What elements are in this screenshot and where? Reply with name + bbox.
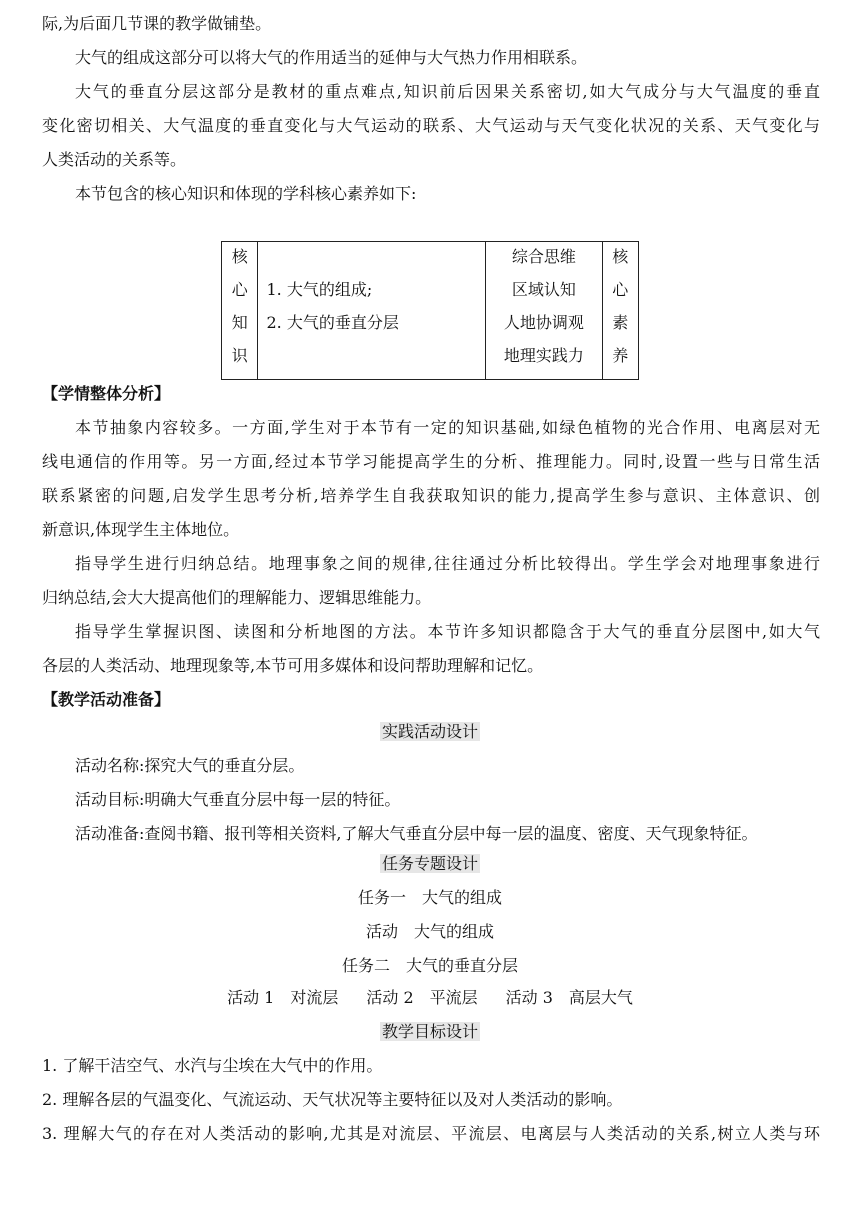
activity-troposphere: 活动 1 对流层 — [227, 988, 339, 1007]
analysis-a-line1: 本节抽象内容较多。一方面,学生对于本节有一定的知识基础,如绿色植物的光合作用、电离层对无 — [75, 418, 820, 437]
paragraph-composition: 大气的组成这部分可以将大气的作用适当的延伸与大气热力作用相联系。 — [75, 48, 588, 67]
activity-upper-atmosphere: 活动 3 高层大气 — [505, 988, 633, 1007]
core-knowledge-label: 核 心 知 识 — [222, 242, 258, 380]
analysis-c-line2: 各层的人类活动、地理现象等,本节可用多媒体和设问帮助理解和记忆。 — [42, 656, 544, 675]
task-two-activities — [0, 987, 860, 1009]
analysis-b-line1: 指导学生进行归纳总结。地理事象之间的规律,往往通过分析比较得出。学生学会对地理事象进行 — [75, 554, 820, 573]
core-literacy-content: 综合思维 区域认知 人地协调观 地理实践力 — [486, 242, 602, 380]
analysis-a-line2: 线电通信的作用等。另一方面,经过本节学习能提高学生的分析、推理能力。同时,设置一些与日常生活 — [42, 452, 820, 471]
heading-activity-prep: 【教学活动准备】 — [42, 690, 171, 709]
heading-student-analysis: 【学情整体分析】 — [42, 384, 171, 403]
paragraph-continuation: 际,为后面几节课的教学做铺垫。 — [42, 14, 272, 33]
practice-design-title: 实践活动设计 — [381, 722, 478, 741]
analysis-b-line2: 归纳总结,会大大提高他们的理解能力、逻辑思维能力。 — [42, 588, 432, 607]
activity-name: 活动名称:探究大气的垂直分层。 — [75, 756, 305, 775]
activity-stratosphere: 活动 2 平流层 — [366, 988, 478, 1007]
goal-item-3: 3. 理解大气的存在对人类活动的影响,尤其是对流层、平流层、电离层与人类活动的关系,树立人类与环 — [42, 1124, 820, 1143]
task-two: 任务二 大气的垂直分层 — [341, 956, 518, 975]
core-knowledge-content: 1. 大气的组成; 2. 大气的垂直分层 — [258, 242, 486, 380]
core-knowledge-table — [221, 241, 639, 380]
teaching-goal-title: 教学目标设计 — [381, 1022, 478, 1041]
analysis-c-line1: 指导学生掌握识图、读图和分析地图的方法。本节许多知识都隐含于大气的垂直分层图中,如大气 — [75, 622, 820, 641]
activity-prep: 活动准备:查阅书籍、报刊等相关资料,了解大气垂直分层中每一层的温度、密度、天气现象特征。 — [75, 824, 758, 843]
analysis-a-line3: 联系紧密的问题,启发学生思考分析,培养学生自我获取知识的能力,提高学生参与意识、主体意识、创 — [42, 486, 820, 505]
paragraph-table-intro: 本节包含的核心知识和体现的学科核心素养如下: — [75, 184, 417, 203]
task-one-activity: 活动 大气的组成 — [365, 922, 494, 941]
goal-item-2: 2. 理解各层的气温变化、气流运动、天气状况等主要特征以及对人类活动的影响。 — [42, 1090, 623, 1109]
task-design-title: 任务专题设计 — [381, 854, 478, 873]
paragraph-layers-line3: 人类活动的关系等。 — [42, 150, 187, 169]
analysis-a-line4: 新意识,体现学生主体地位。 — [42, 520, 240, 539]
paragraph-layers-line1: 大气的垂直分层这部分是教材的重点难点,知识前后因果关系密切,如大气成分与大气温度的垂直 — [75, 82, 820, 101]
activity-goal: 活动目标:明确大气垂直分层中每一层的特征。 — [75, 790, 401, 809]
paragraph-layers-line2: 变化密切相关、大气温度的垂直变化与大气运动的联系、大气运动与天气变化状况的关系、天气变化与 — [42, 116, 820, 135]
core-literacy-label: 核 心 素 养 — [602, 242, 639, 380]
task-one: 任务一 大气的组成 — [357, 888, 502, 907]
goal-item-1: 1. 了解干洁空气、水汽与尘埃在大气中的作用。 — [42, 1056, 383, 1075]
